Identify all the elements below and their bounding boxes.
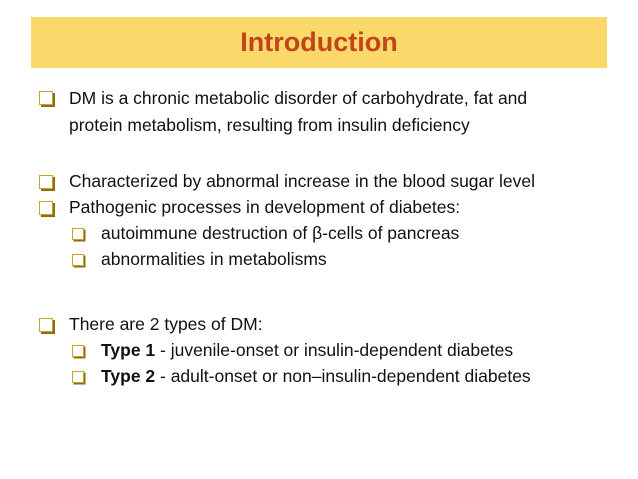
- sub-bullet-text: abnormalities in metabolisms: [101, 249, 327, 269]
- sub-bullet-text: - juvenile-onset or insulin-dependent diabetes: [155, 340, 514, 360]
- checkbox-bullet-icon: [39, 318, 53, 332]
- checkbox-bullet-icon: [39, 201, 53, 215]
- checkbox-bullet-icon: [39, 175, 53, 189]
- checkbox-sub-bullet-icon: [72, 228, 84, 240]
- title-band: [31, 17, 607, 68]
- sub-bullet-line: [101, 365, 531, 387]
- checkbox-sub-bullet-icon: [72, 345, 84, 357]
- sub-bullet-text: - adult-onset or non–insulin-dependent diabetes: [155, 366, 531, 386]
- checkbox-bullet-icon: [39, 91, 53, 105]
- bullet-text: Pathogenic processes in development of diabetes:: [69, 197, 461, 217]
- bullet-text: DM is a chronic metabolic disorder of carbohydrate, fat and: [69, 88, 528, 108]
- bullet-text: There are 2 types of DM:: [69, 314, 263, 334]
- slide-title: Introduction: [240, 27, 398, 57]
- checkbox-sub-bullet-icon: [72, 371, 84, 383]
- bullet-text-continued: protein metabolism, resulting from insulin deficiency: [69, 115, 470, 135]
- type-label: Type 2: [101, 366, 156, 386]
- checkbox-sub-bullet-icon: [72, 254, 84, 266]
- sub-bullet-line: [101, 339, 513, 361]
- type-label: Type 1: [101, 340, 156, 360]
- bullet-text: Characterized by abnormal increase in the blood sugar level: [69, 171, 535, 191]
- sub-bullet-text: autoimmune destruction of β-cells of pancreas: [101, 223, 460, 243]
